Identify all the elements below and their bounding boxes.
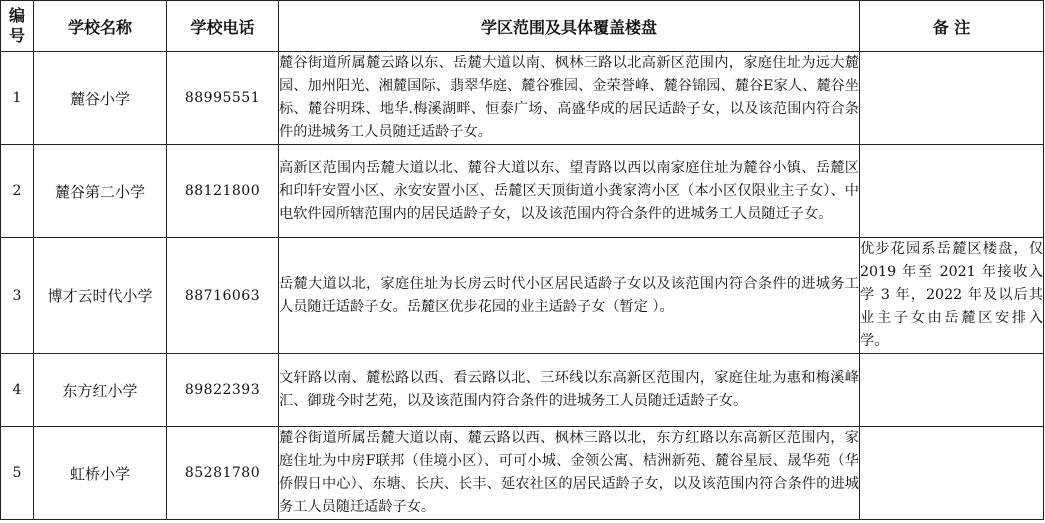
school-phone: 89822393 xyxy=(167,354,279,427)
school-name: 东方红小学 xyxy=(34,354,167,427)
header-number-text: 编号 xyxy=(8,6,25,45)
header-remarks: 备 注 xyxy=(860,1,1044,52)
remarks xyxy=(860,427,1044,520)
table-row xyxy=(1,145,1044,238)
header-district-scope: 学区范围及具体覆盖楼盘 xyxy=(279,1,860,52)
school-phone: 88716063 xyxy=(167,238,279,354)
header-row xyxy=(1,1,1044,52)
school-phone: 88121800 xyxy=(167,145,279,238)
remarks: 优步花园系岳麓区楼盘，仅 2019 年至 2021 年接收入学 3 年，2022 年及以后其业主子女由岳麓区安排入学。 xyxy=(860,238,1044,354)
school-phone: 88995551 xyxy=(167,52,279,145)
header-school-phone: 学校电话 xyxy=(167,1,279,52)
district-scope: 高新区范围内岳麓大道以北、麓谷大道以东、望青路以西以南家庭住址为麓谷小镇、岳麓区和印轩安置小区、永安安置小区、岳麓区天顶街道小龚家湾小区（本小区仅限业主子女）、中电软件园所辖范围内的居民适龄子女，以及该范围内符合条件的进城务工人员随迁子女。 xyxy=(279,145,860,238)
row-number: 3 xyxy=(1,238,34,354)
district-scope: 文轩路以南、麓松路以西、看云路以北、三环线以东高新区范围内，家庭住址为惠和梅溪峰汇、御珑今时艺苑，以及该范围内符合条件的进城务工人员随迁适龄子女。 xyxy=(279,354,860,427)
header-school-name: 学校名称 xyxy=(34,1,167,52)
header-number xyxy=(1,1,34,52)
table-row xyxy=(1,238,1044,354)
table-row xyxy=(1,52,1044,145)
row-number: 1 xyxy=(1,52,34,145)
table-row xyxy=(1,427,1044,520)
school-phone: 85281780 xyxy=(167,427,279,520)
school-name: 麓谷第二小学 xyxy=(34,145,167,238)
row-number: 5 xyxy=(1,427,34,520)
remarks xyxy=(860,52,1044,145)
school-name: 虹桥小学 xyxy=(34,427,167,520)
remarks xyxy=(860,145,1044,238)
school-name: 麓谷小学 xyxy=(34,52,167,145)
table-row xyxy=(1,354,1044,427)
row-number: 4 xyxy=(1,354,34,427)
district-scope: 麓谷街道所属岳麓大道以南、麓云路以西、枫林三路以北，东方红路以东高新区范围内，家庭住址为中房F联邦（佳境小区）、可可小城、金领公寓、桔洲新苑、麓谷星辰、晟华苑（华侨假日中心）、东塘、长庆、长丰、延农社区的居民适龄子女，以及该范围内符合条件的进城务工人员随迁适龄子女。 xyxy=(279,427,860,520)
school-name: 博才云时代小学 xyxy=(34,238,167,354)
district-scope: 岳麓大道以北，家庭住址为长房云时代小区居民适龄子女以及该范围内符合条件的进城务工人员随迁适龄子女。岳麓区优步花园的业主适龄子女（暂定 ）。 xyxy=(279,238,860,354)
remarks xyxy=(860,354,1044,427)
district-scope: 麓谷街道所属麓云路以东、岳麓大道以南、枫林三路以北高新区范围内，家庭住址为远大麓园、加州阳光、湘麓国际、翡翠华庭、麓谷雅园、金荣誉峰、麓谷锦园、麓谷E家人、麓谷坐标、麓谷明珠、地华.梅溪湖畔、恒泰广场、高盛华成的居民适龄子女，以及该范围内符合条件的进城务工人员随迁适龄子女。 xyxy=(279,52,860,145)
row-number: 2 xyxy=(1,145,34,238)
